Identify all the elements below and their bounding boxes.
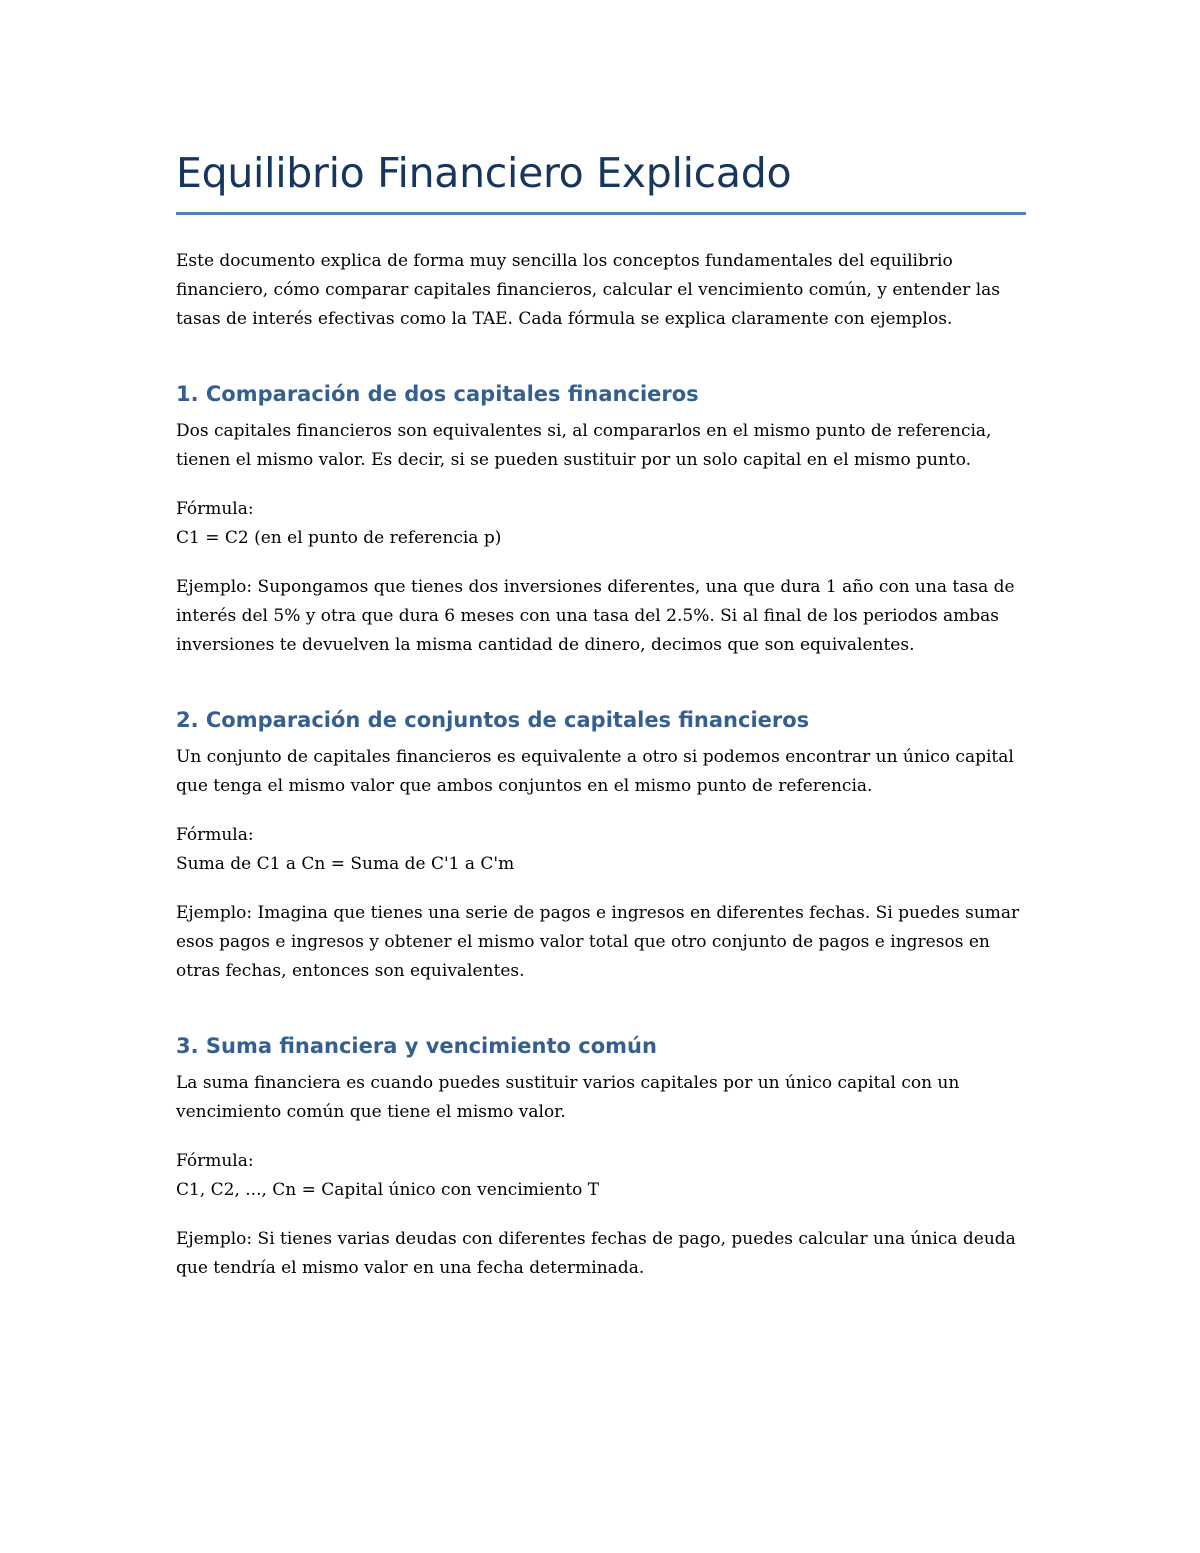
formula-block bbox=[176, 821, 1026, 879]
formula-label: Fórmula: bbox=[176, 499, 254, 519]
section-body: Dos capitales financieros son equivalentes si, al compararlos en el mismo punto de referencia, tienen el mismo valor. Es decir, si se pueden sustituir por un solo capital en el mismo punto. bbox=[176, 421, 992, 470]
example-paragraph: Ejemplo: Imagina que tienes una serie de pagos e ingresos en diferentes fechas. Si puedes sumar esos pagos e ingresos y obtener el mismo valor total que otro conjunto de pagos e ingresos en otras fechas, entonces son equivalentes. bbox=[176, 903, 1020, 981]
section-body: Un conjunto de capitales financieros es equivalente a otro si podemos encontrar un único capital que tenga el mismo valor que ambos conjuntos en el mismo punto de referencia. bbox=[176, 747, 1014, 796]
formula-text: C1, C2, ..., Cn = Capital único con vencimiento T bbox=[176, 1180, 600, 1200]
formula-label: Fórmula: bbox=[176, 1151, 254, 1171]
section-heading: 1. Comparación de dos capitales financieros bbox=[176, 382, 699, 406]
section-heading: 2. Comparación de conjuntos de capitales financieros bbox=[176, 708, 810, 732]
formula-label: Fórmula: bbox=[176, 825, 254, 845]
example-paragraph: Ejemplo: Si tienes varias deudas con diferentes fechas de pago, puedes calcular una única deuda que tendría el mismo valor en una fecha determinada. bbox=[176, 1229, 1016, 1278]
formula-block bbox=[176, 495, 1026, 553]
section-heading: 3. Suma financiera y vencimiento común bbox=[176, 1034, 657, 1058]
section-1 bbox=[176, 379, 1026, 660]
document-content bbox=[176, 142, 1026, 1283]
formula-text: C1 = C2 (en el punto de referencia p) bbox=[176, 528, 502, 548]
section-3 bbox=[176, 1031, 1026, 1283]
document-title: Equilibrio Financiero Explicado bbox=[176, 142, 1026, 215]
example-paragraph: Ejemplo: Supongamos que tienes dos inversiones diferentes, una que dura 1 año con una tasa de interés del 5% y otra que dura 6 meses con una tasa del 2.5%. Si al final de los periodos ambas inversiones te devuelven la misma cantidad de dinero, decimos que son equivalentes. bbox=[176, 577, 1015, 655]
intro-paragraph: Este documento explica de forma muy sencilla los conceptos fundamentales del equilibrio financiero, cómo comparar capitales financieros, calcular el vencimiento común, y entender las tasas de interés efectivas como la TAE. Cada fórmula se explica claramente con ejemplos. bbox=[176, 251, 1000, 329]
section-body: La suma financiera es cuando puedes sustituir varios capitales por un único capital con un vencimiento común que tiene el mismo valor. bbox=[176, 1073, 960, 1122]
formula-block bbox=[176, 1147, 1026, 1205]
section-2 bbox=[176, 705, 1026, 986]
formula-text: Suma de C1 a Cn = Suma de C'1 a C'm bbox=[176, 854, 515, 874]
